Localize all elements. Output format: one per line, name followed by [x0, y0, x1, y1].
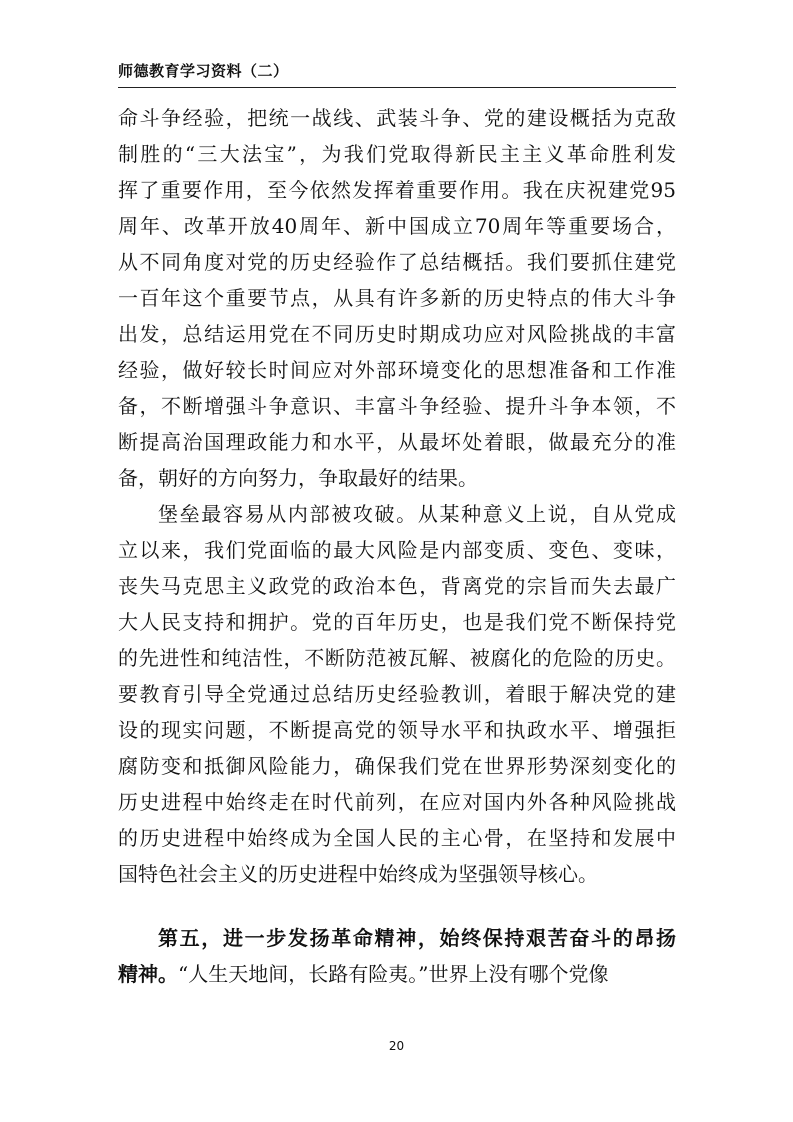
header-divider: [118, 87, 676, 88]
body-line-21: 的历史进程中始终成为全国人民的主心骨，在坚持和发展中: [118, 826, 676, 850]
quote-continuation: “人生天地间，长路有险夷。”世界上没有哪个党像: [178, 962, 609, 986]
body-line-19: 腐防变和抵御风险能力，确保我们党在世界形势深刻变化的: [118, 754, 676, 778]
body-line-13: 立以来，我们党面临的最大风险是内部变质、变色、变味，: [118, 538, 676, 562]
body-line-2: 制胜的“三大法宝”，为我们党取得新民主主义革命胜利发: [118, 142, 676, 166]
page-number: 20: [388, 1039, 405, 1053]
body-line-24: [118, 956, 676, 992]
body-line-14: 丧失马克思主义政党的政治本色，背离党的宗旨而失去最广: [118, 574, 676, 598]
body-line-7: 出发，总结运用党在不同历史时期成功应对风险挑战的丰富: [118, 322, 676, 346]
body-line-18: 设的现实问题，不断提高党的领导水平和执政水平、增强拒: [118, 718, 676, 742]
body-line-11: 备，朝好的方向努力，争取最好的结果。: [118, 466, 478, 490]
body-line-6: 一百年这个重要节点，从具有许多新的历史特点的伟大斗争: [118, 286, 676, 310]
body-line-4: 周年、改革开放40周年、新中国成立70周年等重要场合，: [118, 214, 676, 238]
body-line-9: 备，不断增强斗争意识、丰富斗争经验、提升斗争本领，不: [118, 394, 676, 418]
body-line-10: 断提高治国理政能力和水平，从最坏处着眼，做最充分的准: [118, 430, 676, 454]
body-line-23-heading: 第五，进一步发扬革命精神，始终保持艰苦奋斗的昂扬: [158, 926, 676, 950]
body-line-8: 经验，做好较长时间应对外部环境变化的思想准备和工作准: [118, 358, 676, 382]
heading-continuation: 精神。: [118, 962, 178, 986]
body-line-17: 要教育引导全党通过总结历史经验教训，着眼于解决党的建: [118, 682, 676, 706]
body-line-12: 堡垒最容易从内部被攻破。从某种意义上说，自从党成: [158, 502, 676, 526]
body-line-3: 挥了重要作用，至今依然发挥着重要作用。我在庆祝建党95: [118, 178, 676, 202]
body-line-16: 的先进性和纯洁性，不断防范被瓦解、被腐化的危险的历史。: [118, 646, 676, 670]
body-line-5: 从不同角度对党的历史经验作了总结概括。我们要抓住建党: [118, 250, 676, 274]
body-line-15: 大人民支持和拥护。党的百年历史，也是我们党不断保持党: [118, 610, 676, 634]
body-line-1: 命斗争经验，把统一战线、武装斗争、党的建设概括为克敌: [118, 106, 676, 130]
body-line-22: 国特色社会主义的历史进程中始终成为坚强领导核心。: [118, 862, 598, 886]
body-line-20: 历史进程中始终走在时代前列，在应对国内外各种风险挑战: [118, 790, 676, 814]
page-header-title: 师德教育学习资料（二）: [118, 62, 289, 80]
